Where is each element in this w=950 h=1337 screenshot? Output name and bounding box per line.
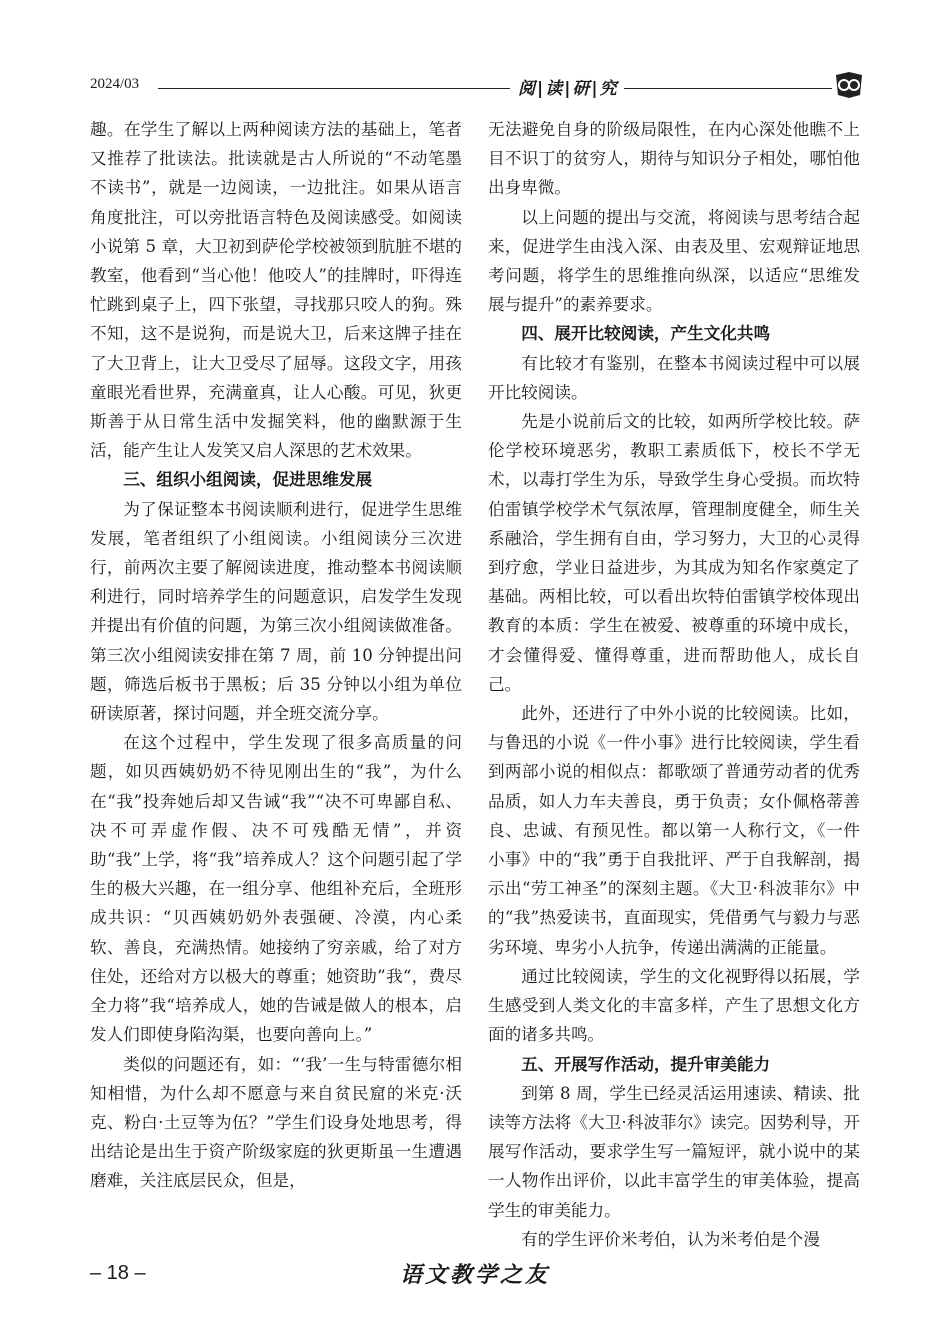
paragraph: 在这个过程中，学生发现了很多高质量的问题，如贝西姨奶奶不待见刚出生的“我”，为什么在“我”投奔她后却又告诫“我”“决不可卑鄙自私、决不可弄虚作假、决不可残酷无情”，并资助“我”上学，将“我”培养成人？这个问题引起了学生的极大兴趣，在一组分享、他组补充后，全班形成共识：“贝西姨奶奶外表强硬、冷漠，内心柔软、善良，充满热情。她接纳了穷亲戚，给了对方住处，还给对方以极大的尊重；她资助”我“，费尽全力将”我“培养成人，她的告诫是做人的根本，启发人们即使身陷沟渠，也要向善向上。” [90,733,462,1045]
journal-emblem-icon [834,72,864,98]
paragraph: 先是小说前后文的比较，如两所学校比较。萨伦学校环境恶劣，教职工素质低下，校长不学无术，以毒打学生为乐，导致学生身心受损。而坎特伯雷镇学校学术气氛浓厚，管理制度健全，师生关系融洽，学生拥有自由，学习努力，大卫的心灵得到疗愈，学业日益进步，为其成为知名作家奠定了基础。两相比较，可以看出坎特伯雷镇学校体现出教育的本质：学生在被爱、被尊重的环境中成长，才会懂得爱、懂得尊重，进而帮助他人，成长自己。 [488,412,860,694]
issue-date: 2024/03 [90,76,140,92]
paragraph: 此外，还进行了中外小说的比较阅读。比如，与鲁迅的小说《一件小事》进行比较阅读，学生看到两部小说的相似点：都歌颂了普通劳动者的优秀品质，如人力车夫善良，勇于负责；女仆佩格蒂善良、忠诚、有预见性。都以第一人称行文，《一件小事》中的“我”勇于自我批评、严于自我解剖，揭示出“劳工神圣”的深刻主题。《大卫·科波菲尔》中的“我”热爱读书，直面现实，凭借勇气与毅力与恶劣环境、卑劣小人抗争，传递出满满的正能量。 [488,704,860,957]
paragraph: 趣。在学生了解以上两种阅读方法的基础上，笔者又推荐了批读法。批读就是古人所说的“不动笔墨不读书”，就是一边阅读，一边批注。如果从语言角度批注，可以旁批语言特色及阅读感受。如阅读小说第 5 章，大卫初到萨伦学校被领到肮脏不堪的教室，他看到“当心他！他咬人”的挂牌时，吓得连忙跳到桌子上，四下张望，寻找那只咬人的狗。殊不知，这不是说狗，而是说大卫，后来这牌子挂在了大卫背上，让大卫受尽了屈辱。这段文字，用孩童眼光看世界，充满童真，让人心酸。可见，狄更斯善于从日常生活中发掘笑料，他的幽默源于生活，能产生让人发笑又启人深思的艺术效果。 [90,120,462,461]
paragraph: 有的学生评价米考伯，认为米考伯是个漫 [521,1229,820,1249]
page-number: – 18 – [90,1262,146,1284]
paragraph: 通过比较阅读，学生的文化视野得以拓展，学生感受到人类文化的丰富多样，产生了思想文化方面的诸多共鸣。 [488,966,860,1045]
left-column [90,115,462,1196]
section-heading-3: 三、组织小组阅读，促进思维发展 [123,470,373,490]
paragraph: 以上问题的提出与交流，将阅读与思考结合起来，促进学生由浅入深、由表及里、宏观辩证地思考问题，将学生的思维推向纵深，以适应“思维发展与提升”的素养要求。 [488,207,860,315]
paragraph: 有比较才有鉴别，在整本书阅读过程中可以展开比较阅读。 [488,353,860,402]
column-title: 阅|读|研|究 [518,79,619,99]
right-column [488,115,860,1254]
paragraph: 为了保证整本书阅读顺利进行，促进学生思维发展，笔者组织了小组阅读。小组阅读分三次进行，前两次主要了解阅读进度，推动整本书阅读顺利进行，同时培养学生的问题意识，启发学生发现并提出有价值的问题，为第三次小组阅读做准备。第三次小组阅读安排在第 7 周，前 10 分钟提出问题，筛选后板书于黑板；后 35 分钟以小组为单位研读原著，探讨问题，并全班交流分享。 [90,499,462,724]
section-heading-5: 五、开展写作活动，提升审美能力 [521,1054,771,1074]
header-rule-left [158,88,510,89]
paragraph: 类似的问题还有，如：“‘我’一生与特雷德尔相知相惜，为什么却不愿意与来自贫民窟的米克·沃克、粉白·土豆等为伍？”学生们设身处地思考，得出结论是出生于资产阶级家庭的狄更斯虽一生遭遇磨难，关注底层民众，但是， [90,1054,462,1191]
paragraph: 到第 8 周，学生已经灵活运用速读、精读、批读等方法将《大卫·科波菲尔》读完。因势利导，开展写作活动，要求学生写一篇短评，就小说中的某一人物作出评价，以此丰富学生的审美体验，提高学生的审美能力。 [488,1083,860,1220]
header-rule-right [624,88,832,89]
running-header [90,72,860,102]
paragraph: 无法避免自身的阶级局限性，在内心深处他瞧不上目不识丁的贫穷人，期待与知识分子相处，哪怕他出身卑微。 [488,120,860,198]
magazine-name: 语文教学之友 [400,1262,551,1288]
section-heading-4: 四、展开比较阅读，产生文化共鸣 [521,324,771,344]
